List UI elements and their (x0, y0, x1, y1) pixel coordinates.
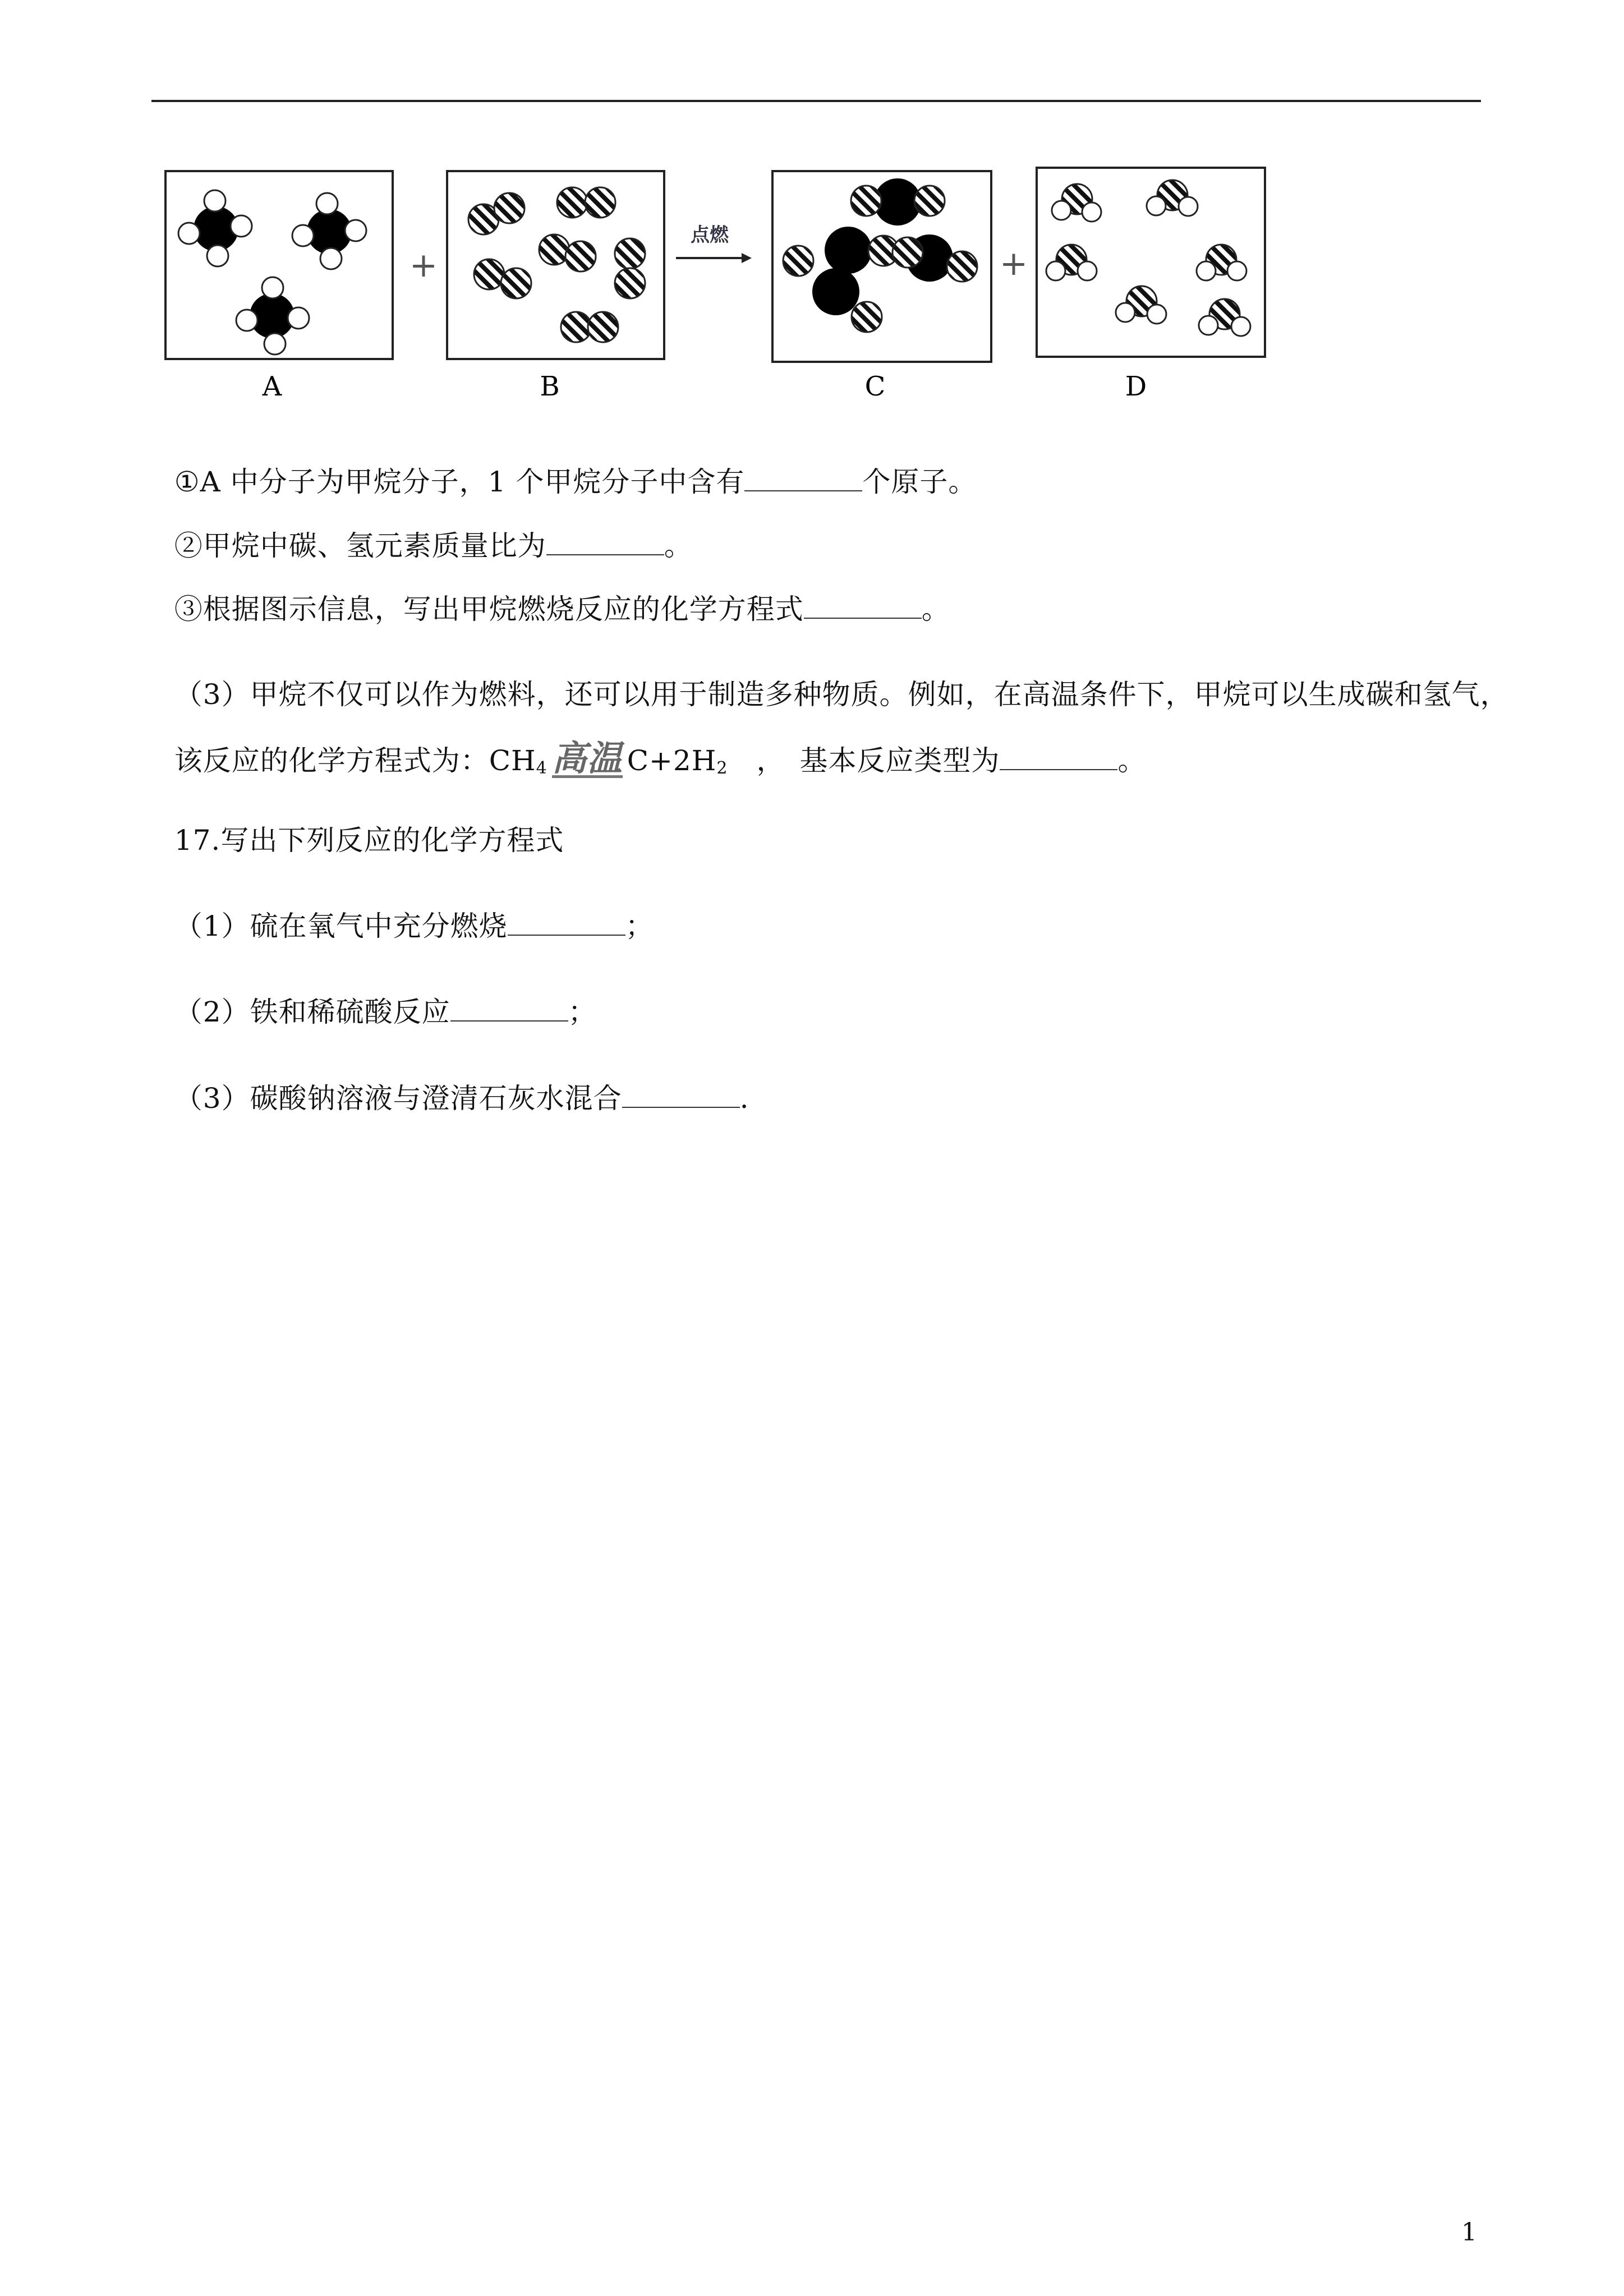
answer-blank[interactable] (508, 910, 625, 936)
arrow-label: 点燃 (691, 224, 729, 246)
answer-blank[interactable] (744, 466, 862, 491)
box-b (447, 171, 664, 359)
plus-sign: + (999, 244, 1028, 283)
item-text: （2）铁和稀硫酸反应 (174, 996, 450, 1028)
methane-molecule (178, 190, 252, 266)
page-number: 1 (1461, 2218, 1477, 2247)
equation-product: C+2H (627, 744, 717, 777)
figure-label-c: C (864, 371, 886, 402)
methane-molecule (236, 277, 309, 355)
question-17-item (155, 1045, 749, 1116)
reaction-diagram (157, 160, 1279, 407)
box-c (772, 171, 991, 362)
question-3 (155, 555, 950, 627)
reaction-condition: 高温 (551, 738, 623, 779)
part-3-text: （3）甲烷不仅可以作为燃料，还可以用于制造多种物质。例如，在高温条件下，甲烷可以生成碳和氢气， (174, 678, 1509, 711)
box-a (165, 171, 393, 359)
question-17-title (155, 786, 564, 858)
item-suffix: . (739, 1082, 749, 1115)
answer-blank[interactable] (622, 1082, 740, 1108)
question-3-suffix: 。 (921, 593, 950, 625)
answer-blank[interactable] (546, 530, 664, 555)
question-2-suffix: 。 (664, 530, 693, 562)
question-17-text: 17.写出下列反应的化学方程式 (174, 824, 564, 857)
part-3-line-1 (155, 641, 1509, 712)
item-text: （1）硫在氧气中充分燃烧 (174, 910, 508, 942)
methane-molecule (292, 193, 366, 269)
reaction-arrow (676, 224, 752, 263)
subscript: 4 (536, 758, 548, 778)
question-1-text: ①A 中分子为甲烷分子，1 个甲烷分子中含有 (174, 466, 745, 498)
question-2-text: ②甲烷中碳、氢元素质量比为 (174, 530, 546, 562)
figure-label-d: D (1125, 371, 1147, 402)
question-17-item (155, 872, 654, 944)
header-rule (151, 100, 1481, 102)
question-2 (155, 492, 693, 564)
reaction-type-text: ， 基本反应类型为 (728, 744, 1000, 777)
subscript: 2 (716, 758, 728, 778)
equation-prefix: 该反应的化学方程式为：CH (174, 744, 536, 777)
question-17-item (155, 958, 597, 1030)
item-text: （3）碳酸钠溶液与澄清石灰水混合 (174, 1082, 622, 1115)
answer-blank[interactable] (450, 996, 568, 1022)
question-1 (155, 428, 977, 500)
question-3-text: ③根据图示信息，写出甲烷燃烧反应的化学方程式 (174, 593, 804, 625)
figure-label-b: B (540, 371, 560, 402)
answer-blank[interactable] (804, 593, 922, 619)
figure-label-a: A (262, 371, 282, 402)
part-3-line-2 (155, 706, 1146, 786)
answer-blank[interactable] (1000, 744, 1117, 770)
item-suffix: ； (568, 996, 597, 1028)
plus-sign: + (409, 246, 438, 285)
box-d (1037, 168, 1265, 357)
question-1-suffix: 个原子。 (862, 466, 977, 498)
reaction-type-suffix: 。 (1117, 744, 1147, 777)
item-suffix: ； (625, 910, 654, 942)
